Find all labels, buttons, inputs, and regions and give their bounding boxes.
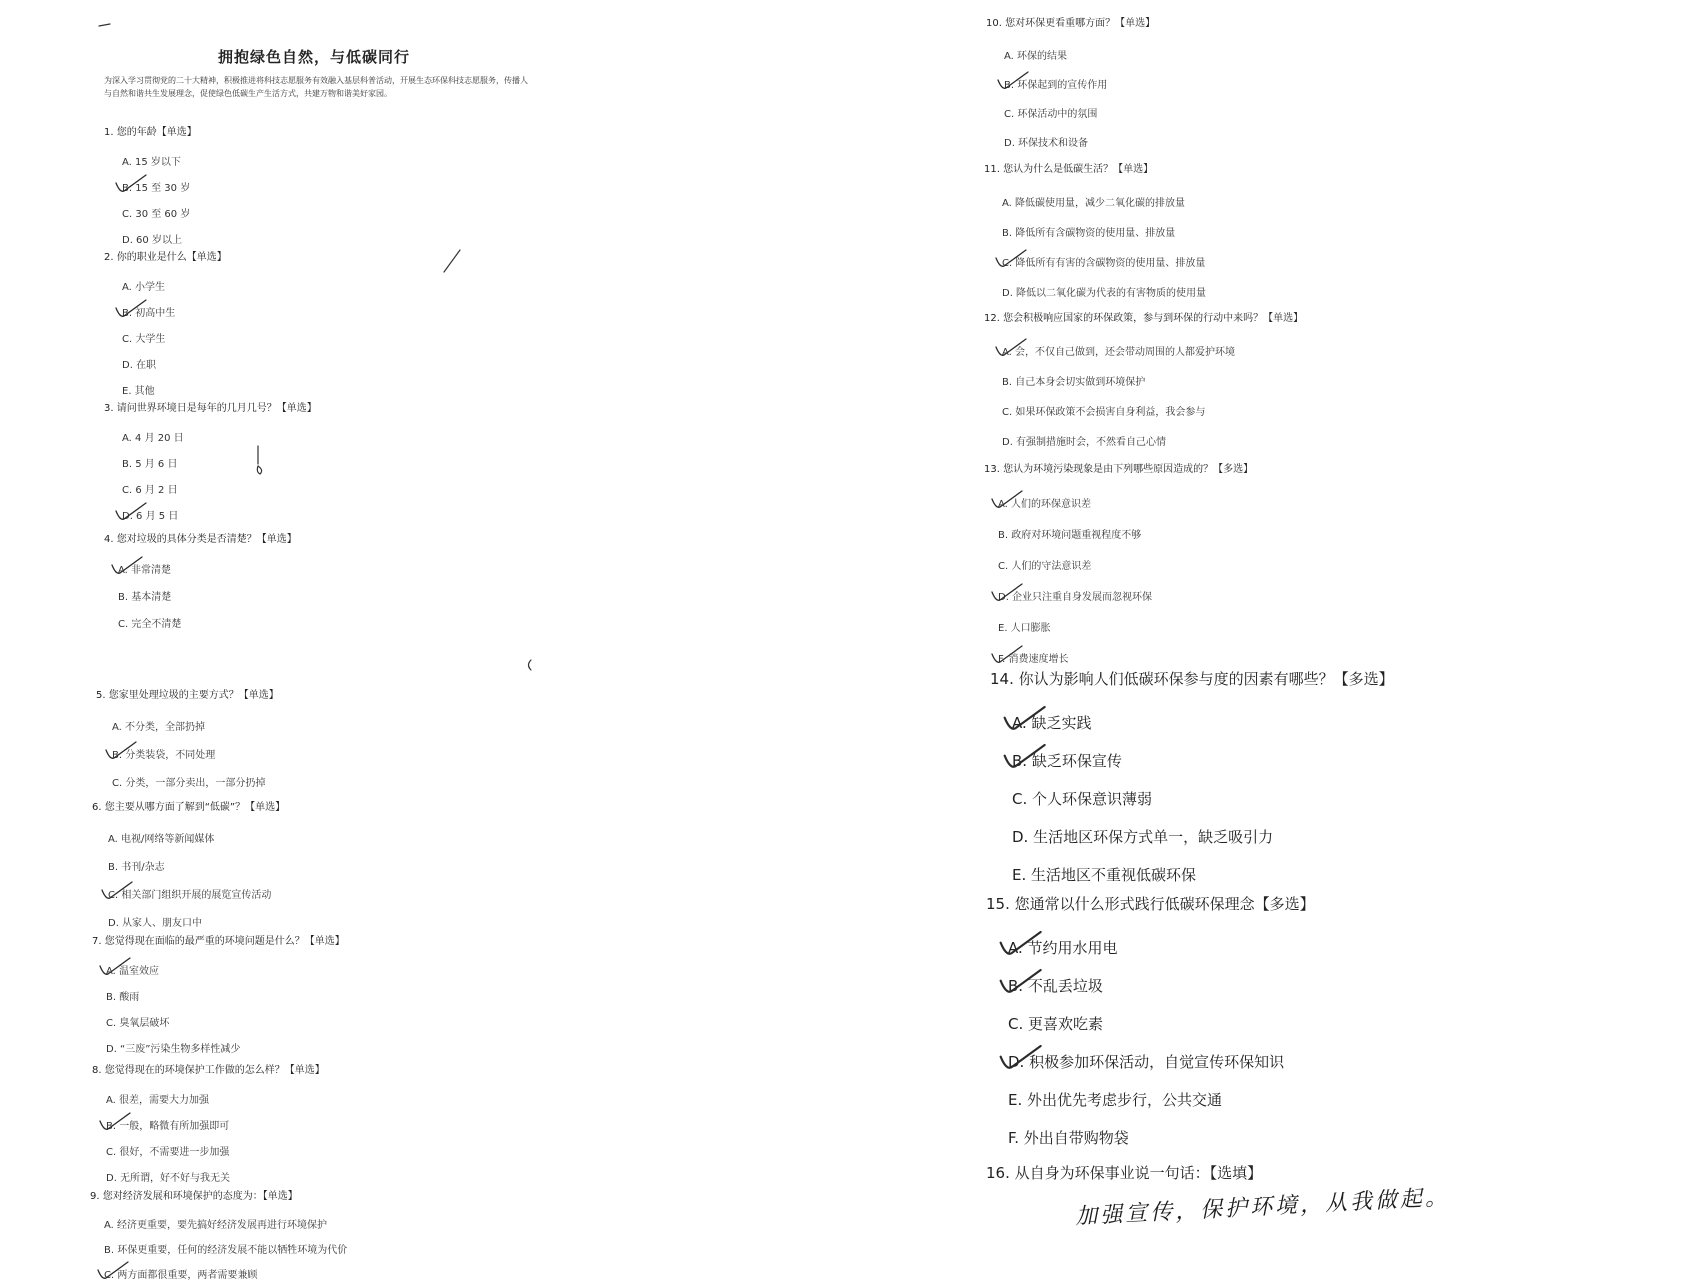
answer-option (122, 205, 197, 220)
answer-option (1008, 1127, 1315, 1148)
document-intro: 为深入学习贯彻党的二十大精神，积极推进将科技志愿服务有效融入基层科普活动，开展生态环保科技志愿服务，传播人与自然和谐共生发展理念，促使绿色低碳生产生活方式，共建万物和谐美好家园。 (104, 76, 528, 98)
option-label: C. 30 至 60 岁 (122, 209, 191, 220)
option-label: B. 初高中生 (122, 308, 176, 319)
option-label: D. 60 岁以上 (122, 235, 182, 246)
answer-option (122, 304, 227, 319)
answer-option (1002, 194, 1206, 209)
answer-option (1012, 788, 1394, 809)
option-label: D. 6 月 5 日 (122, 511, 179, 522)
question-title: 14. 你认为影响人们低碳环保参与度的因素有哪些？【多选】 (990, 670, 1394, 688)
question-12 (984, 309, 1303, 448)
answer-option (106, 1091, 325, 1106)
option-label: E. 其他 (122, 386, 155, 397)
option-label: C. 个人环保意识薄弱 (1012, 790, 1153, 808)
option-label: B. 不乱丢垃圾 (1008, 977, 1103, 995)
answer-option (106, 1040, 345, 1055)
option-label: A. 人们的环保意识差 (998, 499, 1092, 510)
option-label: B. 缺乏环保宣传 (1012, 752, 1122, 770)
answer-option (112, 774, 279, 789)
answer-option (108, 914, 285, 929)
answer-option (108, 830, 285, 845)
answer-option (106, 1117, 325, 1132)
question-4 (104, 530, 297, 630)
question-6 (92, 798, 285, 929)
answer-option (1002, 284, 1206, 299)
question-title: 1. 您的年龄【单选】 (104, 127, 197, 138)
answer-option (1008, 1051, 1315, 1072)
answer-option (122, 429, 317, 444)
answer-option (104, 1216, 347, 1231)
option-label: B. 环保更重要，任何的经济发展不能以牺牲环境为代价 (104, 1245, 348, 1256)
question-10 (986, 14, 1155, 149)
option-label: B. 酸雨 (106, 992, 140, 1003)
option-label: B. 书刊/杂志 (108, 862, 165, 873)
answer-option (122, 179, 197, 194)
option-label: C. 大学生 (122, 334, 166, 345)
option-label: B. 自己本身会切实做到环境保护 (1002, 377, 1146, 388)
option-label: F. 外出自带购物袋 (1008, 1129, 1129, 1147)
option-label: A. 4 月 20 日 (122, 433, 184, 444)
option-label: C. 6 月 2 日 (122, 485, 178, 496)
handwritten-answer: 加强宣传，保护环境，从我做起。 (1074, 1185, 1451, 1230)
answer-option (1002, 254, 1206, 269)
option-label: C. 降低所有有害的含碳物资的使用量、排放量 (1002, 258, 1206, 269)
option-label: B. 分类装袋，不同处理 (112, 750, 216, 761)
option-label: B. 基本清楚 (118, 592, 172, 603)
answer-option (1004, 47, 1155, 62)
answer-option (1012, 750, 1394, 771)
answer-option (998, 588, 1253, 603)
answer-option (122, 330, 227, 345)
answer-option (998, 557, 1253, 572)
answer-option (122, 455, 317, 470)
answer-option (1002, 373, 1303, 388)
question-11 (984, 160, 1206, 299)
option-label: B. 15 至 30 岁 (122, 183, 191, 194)
option-label: C. 环保活动中的氛围 (1004, 109, 1098, 120)
answer-option (122, 153, 197, 168)
answer-option (122, 481, 317, 496)
question-title: 4. 您对垃圾的具体分类是否清楚？【单选】 (104, 534, 297, 545)
answer-option (1002, 343, 1303, 358)
question-title: 9. 您对经济发展和环境保护的态度为：【单选】 (90, 1191, 298, 1202)
question-title: 7. 您觉得现在面临的最严重的环境问题是什么？【单选】 (92, 936, 345, 947)
option-label: C. 相关部门组织开展的展览宣传活动 (108, 890, 272, 901)
answer-option (108, 858, 285, 873)
answer-option (998, 619, 1253, 634)
answer-option (998, 650, 1253, 665)
option-label: E. 外出优先考虑步行，公共交通 (1008, 1091, 1223, 1109)
answer-option (118, 615, 297, 630)
answer-option (106, 1169, 325, 1184)
answer-option (122, 382, 227, 397)
option-label: C. 人们的守法意识差 (998, 561, 1092, 572)
option-label: A. 节约用水用电 (1008, 939, 1118, 957)
option-label: A. 会，不仅自己做到，还会带动周围的人都爱护环境 (1002, 347, 1236, 358)
question-title: 13. 您认为环境污染现象是由下列哪些原因造成的？【多选】 (984, 464, 1254, 475)
option-label: D. 在职 (122, 360, 157, 371)
answer-option (1004, 105, 1155, 120)
answer-option (1002, 433, 1303, 448)
option-label: C. 很好，不需要进一步加强 (106, 1147, 230, 1158)
option-label: D. 从家人、朋友口中 (108, 918, 203, 929)
option-label: A. 非常清楚 (118, 565, 172, 576)
answer-option (112, 746, 279, 761)
answer-option (1012, 826, 1394, 847)
option-label: C. 完全不清楚 (118, 619, 182, 630)
answer-option (998, 495, 1253, 510)
option-label: F. 消费速度增长 (998, 654, 1069, 665)
document-title: 拥抱绿色自然，与低碳同行 (218, 48, 411, 66)
option-label: D. 生活地区环保方式单一，缺乏吸引力 (1012, 828, 1274, 846)
question-14 (990, 668, 1394, 885)
question-title: 12. 您会积极响应国家的环保政策，参与到环保的行动中来吗？【单选】 (984, 313, 1304, 324)
option-label: E. 生活地区不重视低碳环保 (1012, 866, 1197, 884)
option-label: D. “三废”污染生物多样性减少 (106, 1044, 241, 1055)
question-3 (104, 399, 317, 522)
question-title: 15. 您通常以什么形式践行低碳环保理念【多选】 (986, 895, 1315, 913)
question-title: 2. 你的职业是什么【单选】 (104, 252, 227, 263)
answer-option (104, 1266, 347, 1281)
answer-option (118, 561, 297, 576)
answer-option (118, 588, 297, 603)
option-label: A. 缺乏实践 (1012, 714, 1092, 732)
answer-option (1008, 975, 1315, 996)
option-label: C. 如果环保政策不会损害自身利益，我会参与 (1002, 407, 1206, 418)
option-label: A. 电视/网络等新闻媒体 (108, 834, 215, 845)
answer-option (106, 962, 345, 977)
answer-option (1012, 864, 1394, 885)
question-title: 3. 请问世界环境日是每年的几月几号？【单选】 (104, 403, 317, 414)
answer-option (112, 718, 279, 733)
question-2 (104, 248, 227, 397)
option-label: B. 5 月 6 日 (122, 459, 178, 470)
option-label: D. 降低以二氧化碳为代表的有害物质的使用量 (1002, 288, 1207, 299)
option-label: A. 经济更重要，要先搞好经济发展再进行环境保护 (104, 1220, 328, 1231)
option-label: A. 15 岁以下 (122, 157, 181, 168)
answer-option (998, 526, 1253, 541)
option-label: A. 很差，需要大力加强 (106, 1095, 210, 1106)
question-1 (104, 123, 197, 246)
question-15 (986, 893, 1315, 1148)
option-label: C. 臭氧层破坏 (106, 1018, 170, 1029)
question-title: 10. 您对环保更看重哪方面？【单选】 (986, 18, 1156, 29)
answer-option (1008, 937, 1315, 958)
option-label: A. 小学生 (122, 282, 166, 293)
option-label: D. 无所谓，好不好与我无关 (106, 1173, 231, 1184)
option-label: E. 人口膨胀 (998, 623, 1051, 634)
question-title: 8. 您觉得现在的环境保护工作做的怎么样？【单选】 (92, 1065, 325, 1076)
option-label: D. 有强制措施时会，不然看自己心情 (1002, 437, 1167, 448)
question-9 (90, 1187, 347, 1281)
answer-option (1008, 1013, 1315, 1034)
answer-option (106, 1143, 325, 1158)
question-title: 6. 您主要从哪方面了解到“低碳”？【单选】 (92, 802, 286, 813)
question-title: 5. 您家里处理垃圾的主要方式？【单选】 (96, 690, 279, 701)
option-label: C. 分类，一部分卖出，一部分扔掉 (112, 778, 266, 789)
question-title: 11. 您认为什么是低碳生活？【单选】 (984, 164, 1154, 175)
answer-option (106, 988, 345, 1003)
answer-option (108, 886, 285, 901)
question-8 (92, 1061, 325, 1184)
option-label: D. 环保技术和设备 (1004, 138, 1089, 149)
question-7 (92, 932, 345, 1055)
answer-option (106, 1014, 345, 1029)
option-label: A. 温室效应 (106, 966, 160, 977)
option-label: B. 环保起到的宣传作用 (1004, 80, 1108, 91)
answer-option (1008, 1089, 1315, 1110)
option-label: C. 两方面都很重要，两者需要兼顾 (104, 1270, 258, 1281)
option-label: A. 不分类，全部扔掉 (112, 722, 206, 733)
answer-option (122, 231, 197, 246)
answer-option (122, 356, 227, 371)
option-label: D. 企业只注重自身发展而忽视环保 (998, 592, 1153, 603)
option-label: A. 环保的结果 (1004, 51, 1068, 62)
option-label: B. 降低所有含碳物资的使用量、排放量 (1002, 228, 1176, 239)
answer-option (104, 1241, 347, 1256)
option-label: A. 降低碳使用量，减少二氧化碳的排放量 (1002, 198, 1186, 209)
answer-option (122, 278, 227, 293)
answer-option (1002, 224, 1206, 239)
option-label: C. 更喜欢吃素 (1008, 1015, 1104, 1033)
question-16 (986, 1162, 1262, 1183)
answer-option (1002, 403, 1303, 418)
question-5 (96, 686, 279, 789)
question-13 (984, 460, 1253, 665)
option-label: B. 一般，略微有所加强即可 (106, 1121, 230, 1132)
answer-option (1012, 712, 1394, 733)
question-title: 16. 从自身为环保事业说一句话：【选填】 (986, 1164, 1263, 1182)
answer-option (1004, 76, 1155, 91)
option-label: B. 政府对环境问题重视程度不够 (998, 530, 1142, 541)
answer-option (122, 507, 317, 522)
option-label: D. 积极参加环保活动，自觉宣传环保知识 (1008, 1053, 1285, 1071)
answer-option (1004, 134, 1155, 149)
